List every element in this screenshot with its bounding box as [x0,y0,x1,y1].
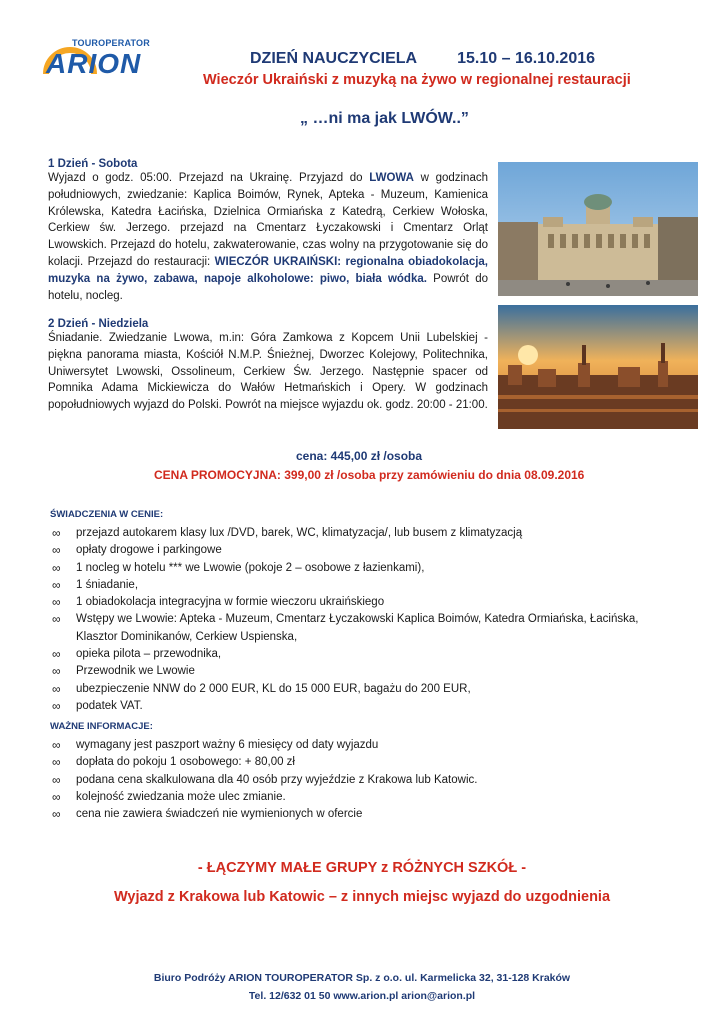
infinity-bullet-icon: ∞ [52,789,61,804]
list-item [50,663,650,680]
day1-text-b: w godzinach południowych, zwiedzanie: Kaplica Boimów, Rynek, Apteka - Muzeum, Kamienica Królewska, Katedra Łacińska, Dzielnica Ormiańska z Katedrą, Cerkiew Wołoska, Cerkiew św. Jerzego. przejazd na Cmentarz Łyczakowski i Cmentarz Orląt Lwowskich. Przejazd do hotelu, zakwaterowanie, czas wolny na przygotowanie się do kolacji. Przejazd do restauracji: [48,172,488,268]
list-item-text: cena nie zawiera świadczeń nie wymienionych w ofercie [76,808,363,821]
infinity-bullet-icon: ∞ [52,664,61,679]
list-item-text: podatek VAT. [76,699,143,712]
list-item-text: 1 obiadokolacja integracyjna w formie wieczoru ukraińskiego [76,596,385,609]
infinity-bullet-icon: ∞ [52,698,61,713]
list-item-text: dopłata do pokoju 1 osobowego: + 80,00 zł [76,756,295,769]
list-item [50,789,650,806]
footer-contact: Tel. 12/632 01 50 www.arion.pl arion@arion.pl [248,990,476,1002]
arion-logo [40,30,160,90]
info-heading: WAŻNE INFORMACJE: [50,721,153,732]
day1-section [48,158,488,304]
day1-text-a: Wyjazd o godz. 05:00. Przejazd na Ukrainę. Przyjazd do [48,172,370,184]
list-item [50,772,650,789]
list-item [50,577,650,594]
list-item-text: opłaty drogowe i parkingowe [76,544,222,557]
day1-heading: 1 Dzień - Sobota [48,158,138,170]
list-item-text: przejazd autokarem klasy lux /DVD, barek, WC, klimatyzacja/, lub busem z klimatyzacją [76,527,523,539]
promo-price: CENA PROMOCYJNA: 399,00 zł /osoba przy zamówieniu do dnia 08.09.2016 [154,468,585,482]
footer-address: Biuro Podróży ARION TOUROPERATOR Sp. z o.o. ul. Karmelicka 32, 31-128 Kraków [153,972,571,984]
event-dates: 15.10 – 16.10.2016 [457,50,596,67]
day2-text: Śniadanie. Zwiedzanie Lwowa, m.in: Góra Zamkowa z Kopcem Unii Lubelskiej - piękna panorama miasta, Kościół N.M.P. Śnieżnej, Dworzec Kolejowy, Politechnika, Uniwersytet Lwowski, Ossolineum, Cerkiew Św. Jerzego. Następnie spacer od Pomnika Adama Mickiewicza do Wałów Hetmańskich i Opery. W godzinach popołudniowych wyjazd do Polski. Powrót na miejsce wyjazdu ok. godz. 20:00 - 21:00. [48,332,488,412]
info-list [50,737,650,823]
lviv-panorama-photo [498,305,698,429]
list-item [50,646,650,663]
list-item [50,754,650,771]
info-section [50,721,650,823]
infinity-bullet-icon: ∞ [52,647,61,662]
price: cena: 445,00 zł /osoba [296,449,423,463]
infinity-bullet-icon: ∞ [52,772,61,787]
logo-arion: ARION [46,48,142,79]
list-item [50,681,650,698]
list-item [50,525,650,542]
motto: „ …ni ma jak LWÓW..” [300,110,469,127]
lviv-opera-photo [498,162,698,296]
infinity-bullet-icon: ∞ [52,577,61,592]
event-name: DZIEŃ NAUCZYCIELA [250,50,418,67]
infinity-bullet-icon: ∞ [52,807,61,822]
infinity-bullet-icon: ∞ [52,543,61,558]
list-item [50,542,650,559]
list-item-text: wymagany jest paszport ważny 6 miesięcy od daty wyjazdu [76,739,379,751]
list-item-text: Przewodnik we Lwowie [76,665,195,678]
day1-city: LWOWA [369,172,414,184]
page-title [250,50,595,68]
list-item-text: ubezpieczenie NNW do 2 000 EUR, KL do 15 000 EUR, bagażu do 200 EUR, [76,682,471,695]
infinity-bullet-icon: ∞ [52,595,61,610]
departure-note: Wyjazd z Krakowa lub Katowic – z innych miejsc wyjazd do uzgodnienia [113,889,611,905]
infinity-bullet-icon: ∞ [52,738,61,752]
services-list [50,525,650,715]
list-item-text: 1 nocleg w hotelu *** we Lwowie (pokoje 2 – osobowe z łazienkami), [76,561,425,574]
services-section [50,509,650,715]
services-heading: ŚWIADCZENIA W CENIE: [50,509,164,520]
list-item [50,611,650,646]
list-item-text: 1 śniadanie, [76,578,139,591]
slogan: - ŁĄCZYMY MAŁE GRUPY z RÓŻNYCH SZKÓŁ - [197,860,527,876]
list-item [50,698,650,715]
day1-highlight: WIECZÓR UKRAIŃSKI: regionalna obiadokolacja, muzyka na żywo, zabawa, napoje alkoholowe: piwo, biała wódka. [48,255,488,285]
list-item-text: Wstępy we Lwowie: Apteka - Muzeum, Cmentarz Łyczakowski Kaplica Boimów, Katedra Ormiańska, Łacińska, Klasztor Dominikanów, Cerkiew Uspienska, [76,613,639,643]
infinity-bullet-icon: ∞ [52,612,61,627]
list-item [50,806,650,823]
infinity-bullet-icon: ∞ [52,526,61,540]
infinity-bullet-icon: ∞ [52,755,61,770]
day2-heading: 2 Dzień - Niedziela [48,318,149,330]
list-item-text: podana cena skalkulowana dla 40 osób przy wyjeździe z Krakowa lub Katowic. [76,773,478,786]
day2-section [48,318,488,414]
day1-text [48,170,488,304]
list-item-text: kolejność zwiedzania może ulec zmianie. [76,790,286,803]
infinity-bullet-icon: ∞ [52,560,61,575]
day1-text-c: Powrót do hotelu, nocleg. [48,272,488,302]
list-item [50,594,650,611]
list-item [50,560,650,577]
infinity-bullet-icon: ∞ [52,681,61,696]
page-subtitle: Wieczór Ukraiński z muzyką na żywo w regionalnej restauracji [203,72,631,88]
list-item-text: opieka pilota – przewodnika, [76,648,222,661]
logo-touroperator: TOUROPERATOR [72,38,150,48]
list-item [50,737,650,754]
